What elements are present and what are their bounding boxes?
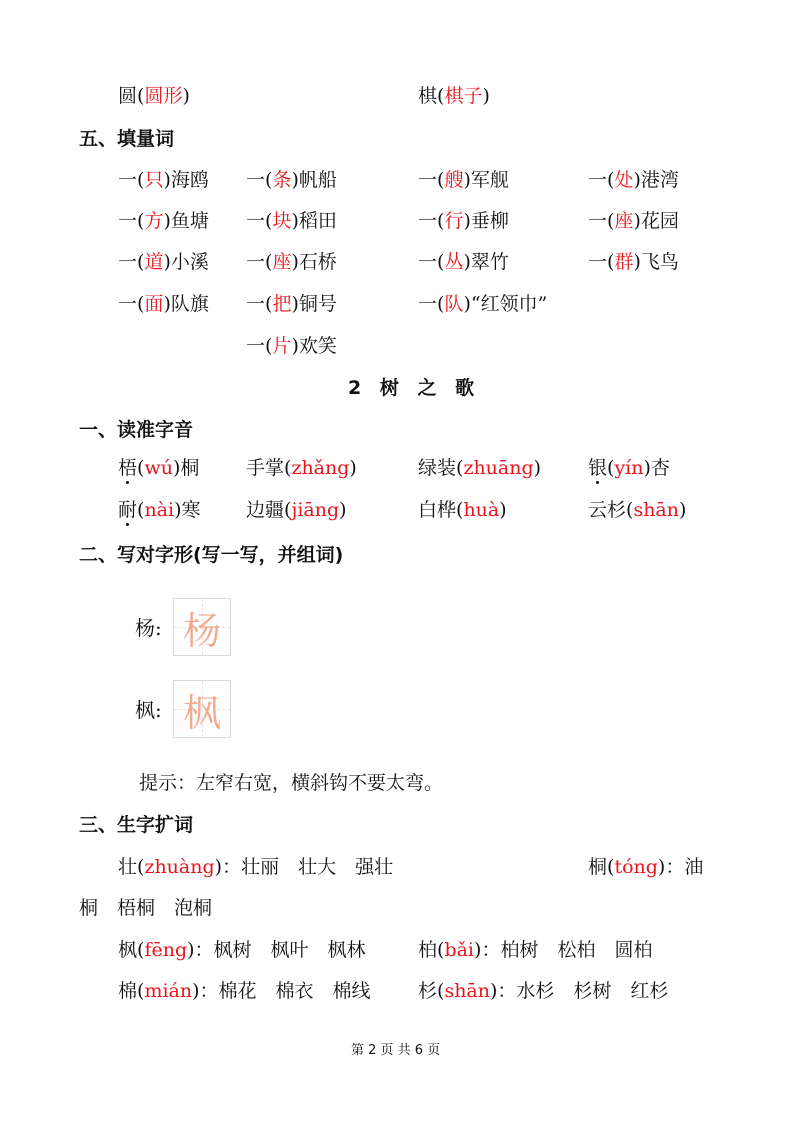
measure-item: 一(方)鱼塘 xyxy=(118,210,209,232)
word-expansion-item: 杉(shān)：水杉 杉树 红杉 xyxy=(418,980,669,1002)
measure-item: 一(群)飞鸟 xyxy=(588,251,679,273)
pinyin-item: 耐(nài)寒 xyxy=(118,499,201,521)
answer-text: 圆形 xyxy=(144,85,183,107)
word-expansion-item: 桐(tóng)：油 xyxy=(588,856,704,878)
measure-item: 一(队)“红领巾” xyxy=(418,293,548,315)
pinyin-item: 边疆(jiāng) xyxy=(246,499,347,521)
measure-item: 一(面)队旗 xyxy=(118,293,209,315)
top-item-qi: 棋(棋子) xyxy=(418,85,490,107)
write-label-feng: 枫: xyxy=(135,698,162,722)
word-expansion-item: 柏(bǎi)：柏树 松柏 圆柏 xyxy=(418,939,653,961)
write-label-yang: 杨: xyxy=(135,616,162,640)
pinyin-item: 绿装(zhuāng) xyxy=(418,457,542,479)
measure-item: 一(片)欢笑 xyxy=(246,335,337,357)
measure-item: 一(丛)翠竹 xyxy=(418,251,509,273)
measure-item: 一(处)港湾 xyxy=(588,169,679,191)
section-five-heading: 五、填量词 xyxy=(79,128,175,150)
practice-char: 枫 xyxy=(182,690,221,735)
word-expansion-item: 棉(mián)：棉花 棉衣 棉线 xyxy=(118,980,371,1002)
section-one-heading: 一、读准字音 xyxy=(79,419,194,441)
word-expansion-continuation: 桐 梧桐 泡桐 xyxy=(79,897,213,919)
word-expansion-item: 枫(fēng)：枫树 枫叶 枫林 xyxy=(118,939,366,961)
writing-hint: 提示：左窄右宽，横斜钩不要太弯。 xyxy=(139,772,444,794)
page-footer: 第 2 页 共 6 页 xyxy=(351,1043,441,1058)
answer-text: 棋子 xyxy=(444,85,483,107)
section-three-heading: 三、生字扩词 xyxy=(79,814,194,836)
pinyin-item: 银(yín)杏 xyxy=(588,457,670,479)
measure-item: 一(座)石桥 xyxy=(246,251,337,273)
pinyin-item: 梧(wú)桐 xyxy=(118,457,200,479)
measure-item: 一(块)稻田 xyxy=(246,210,337,232)
word-expansion-item: 壮(zhuàng)：壮丽 壮大 强壮 xyxy=(118,856,394,878)
measure-item: 一(条)帆船 xyxy=(246,169,337,191)
lesson-title: 2 树 之 歌 xyxy=(348,377,481,399)
measure-item: 一(道)小溪 xyxy=(118,251,209,273)
practice-char: 杨 xyxy=(182,608,221,653)
section-two-heading: 二、写对字形(写一写，并组词) xyxy=(79,544,344,566)
pinyin-item: 白桦(huà) xyxy=(418,499,507,521)
measure-item: 一(只)海鸥 xyxy=(118,169,209,191)
measure-item: 一(把)铜号 xyxy=(246,293,337,315)
pinyin-item: 手掌(zhǎng) xyxy=(246,457,357,479)
writing-grid xyxy=(173,680,231,738)
top-item-yuan: 圆(圆形) xyxy=(118,85,190,107)
measure-item: 一(行)垂柳 xyxy=(418,210,509,232)
pinyin-item: 云杉(shān) xyxy=(588,499,687,521)
writing-grid xyxy=(173,598,231,656)
measure-item: 一(艘)军舰 xyxy=(418,169,509,191)
measure-item: 一(座)花园 xyxy=(588,210,679,232)
